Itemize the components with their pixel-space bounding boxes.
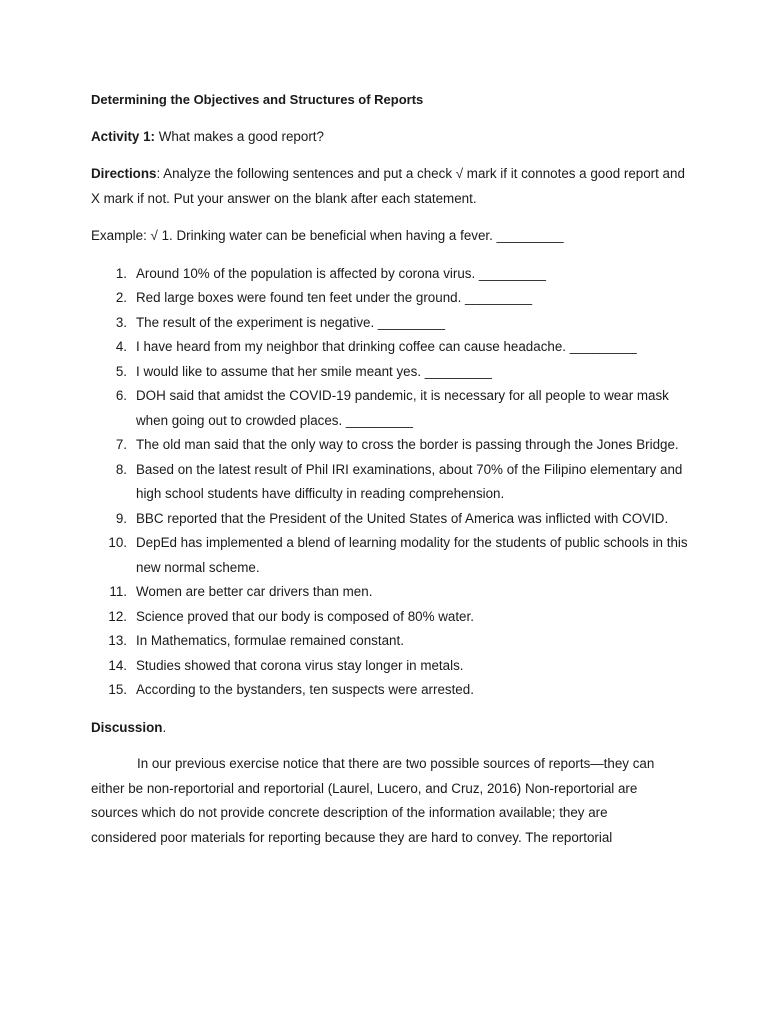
list-item-number: 4. [115, 339, 127, 354]
list-item-number: 8. [115, 461, 127, 477]
list-item-number: 7. [115, 437, 127, 452]
directions-label: Directions [91, 166, 157, 181]
list-item-text: I have heard from my neighbor that drinking coffee can cause headache. _________ [136, 339, 637, 354]
list-item [91, 458, 691, 507]
list-item [91, 311, 691, 336]
list-item-text: In Mathematics, formulae remained constant. [136, 633, 404, 648]
list-item-text: Red large boxes were found ten feet under the ground. _________ [136, 290, 533, 305]
list-item-number: 15. [108, 682, 127, 697]
list-item [91, 360, 691, 385]
list-item-text: The result of the experiment is negative. _________ [136, 314, 445, 330]
list-item [91, 605, 691, 630]
list-item [91, 678, 691, 703]
list-item-number: 11. [109, 584, 127, 599]
list-item [91, 507, 691, 532]
list-item-text: BBC reported that the President of the United States of America was inflicted with COVID. [136, 510, 669, 526]
list-item [91, 384, 691, 433]
discussion-heading [91, 716, 691, 741]
list-item-number: 9. [115, 510, 127, 526]
discussion-heading-punct: . [162, 719, 167, 735]
example-line: Example: √ 1. Drinking water can be beneficial when having a fever. _________ [91, 228, 564, 243]
list-item-text: Science proved that our body is composed of 80% water. [136, 608, 474, 624]
list-item-text: Around 10% of the population is affected by corona virus. _________ [136, 265, 546, 281]
list-item-text: Women are better car drivers than men. [136, 584, 373, 599]
list-item-number: 1. [115, 265, 127, 281]
list-item [91, 531, 691, 580]
activity-text: What makes a good report? [155, 128, 324, 144]
list-item-text: DepEd has implemented a blend of learning modality for the students of public schools in this new normal scheme. [136, 535, 688, 575]
directions-text: : Analyze the following sentences and put a check √ mark if it connotes a good report and X mark if not. Put your answer on the blank after each statement. [91, 166, 685, 206]
document-title: Determining the Objectives and Structures of Reports [91, 92, 424, 107]
list-item-number: 6. [115, 388, 127, 403]
directions-paragraph [91, 162, 691, 211]
discussion-heading-text: Discussion [91, 719, 163, 735]
list-item-number: 5. [115, 363, 127, 379]
list-item [91, 580, 691, 605]
activity-label: Activity 1: [91, 128, 155, 144]
statement-list [91, 262, 691, 703]
list-item-number: 2. [115, 290, 127, 305]
discussion-body: In our previous exercise notice that there are two possible sources of reports—they can either be non-reportorial and reportorial (Laurel, Lucero, and Cruz, 2016) Non-reportorial are sources which do not provide concrete description of the information available; they are considered poor materials for reporting because they are hard to convey. The reportorial [91, 756, 655, 845]
list-item [91, 335, 691, 360]
list-item-text: I would like to assume that her smile meant yes. _________ [136, 363, 492, 379]
list-item-number: 14. [108, 657, 127, 673]
list-item-text: Studies showed that corona virus stay longer in metals. [136, 657, 464, 673]
list-item-number: 12. [108, 608, 127, 624]
list-item [91, 629, 691, 654]
list-item [91, 286, 691, 311]
list-item-number: 10. [108, 535, 127, 550]
list-item-number: 13. [108, 633, 127, 648]
list-item-text: According to the bystanders, ten suspects were arrested. [136, 682, 474, 697]
list-item-text: Based on the latest result of Phil IRI examinations, about 70% of the Filipino elementary and high school students have difficulty in reading comprehension. [136, 461, 683, 501]
list-item [91, 433, 691, 458]
list-item [91, 654, 691, 679]
list-item-text: The old man said that the only way to cross the border is passing through the Jones Bridge. [136, 437, 679, 452]
list-item-text: DOH said that amidst the COVID-19 pandemic, it is necessary for all people to wear mask when going out to crowded places. _________ [136, 388, 669, 428]
list-item-number: 3. [115, 314, 127, 330]
list-item [91, 262, 691, 287]
activity-line [91, 125, 691, 150]
document-content [91, 88, 691, 850]
